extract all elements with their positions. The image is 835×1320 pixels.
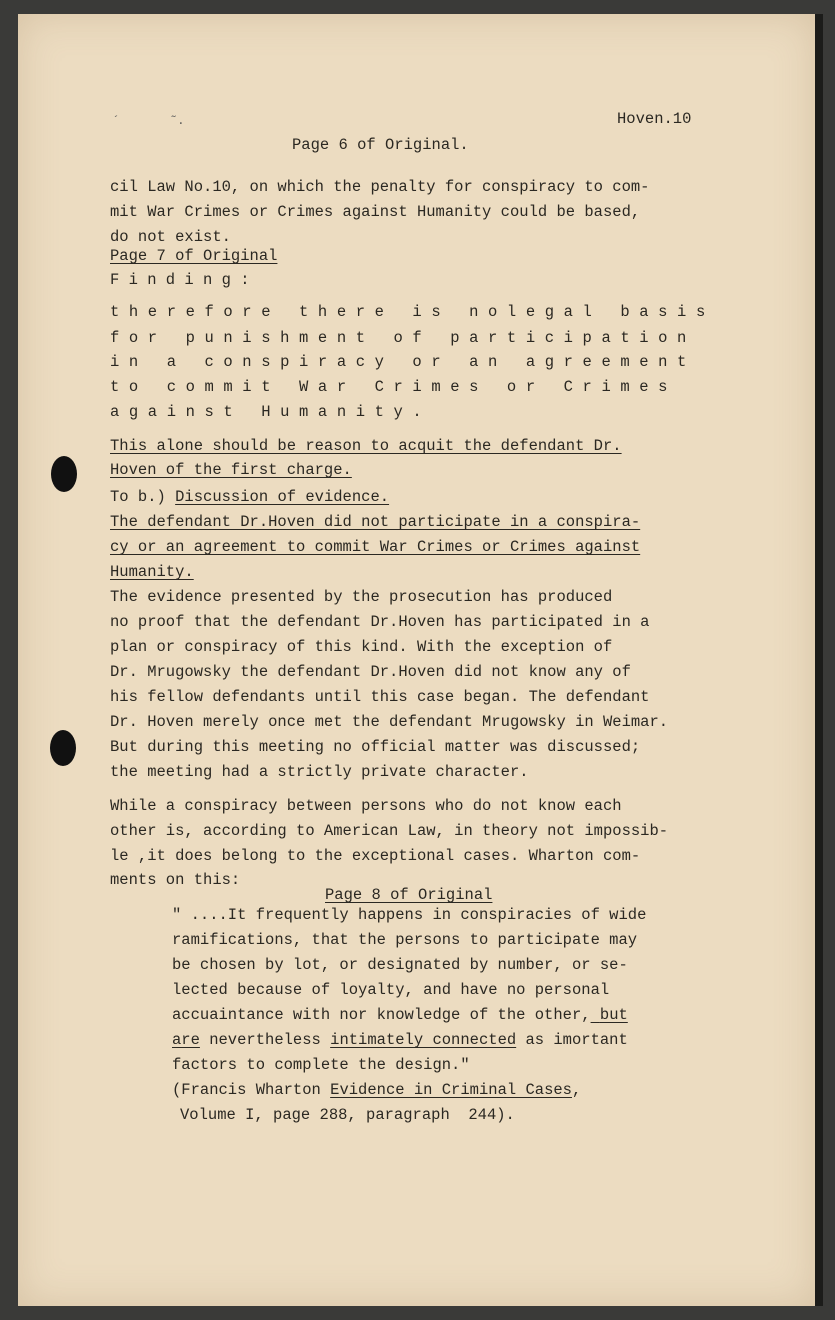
quote-underlined-phrase: intimately connected	[330, 1031, 517, 1049]
text-line: ments on this:	[110, 871, 241, 889]
quote-underlined	[591, 1006, 628, 1024]
acquit-line: This alone should be reason to acquit the defendant Dr.	[110, 437, 622, 455]
text-line: While a conspiracy between persons who do not know each	[110, 797, 622, 815]
citation-title: Evidence in Criminal Cases	[330, 1081, 572, 1099]
quote-text: nevertheless	[199, 1031, 331, 1049]
finding-line: against Humanity.	[110, 403, 432, 421]
quote-line: " ....It frequently happens in conspiracies of wide	[172, 906, 647, 924]
text-line: plan or conspiracy of this kind. With the exception of	[110, 638, 613, 656]
page8-heading: Page 8 of Original	[325, 886, 493, 904]
finding-line: therefore there is nolegal basis	[110, 303, 715, 321]
section-b-line	[110, 488, 389, 506]
citation-line: Volume I, page 288, paragraph 244).	[180, 1106, 515, 1124]
finding-label: F i n d i n g :	[110, 271, 250, 289]
citation-close: ,	[571, 1081, 582, 1099]
section-prefix: To b.)	[110, 488, 166, 506]
page7-heading: Page 7 of Original	[110, 247, 278, 265]
text-line: le ,it does belong to the exceptional cases. Wharton com-	[110, 847, 641, 865]
quote-underlined-word: are	[172, 1031, 200, 1049]
finding-line: for punishment of participation	[110, 329, 696, 347]
thesis-line: The defendant Dr.Hoven did not participate in a conspira-	[110, 513, 641, 531]
text-line: mit War Crimes or Crimes against Humanity could be based,	[110, 203, 641, 221]
quote-line: lected because of loyalty, and have no personal	[172, 981, 610, 999]
page-edge	[815, 14, 823, 1306]
citation-open: (Francis Wharton	[172, 1081, 331, 1099]
text-line: But during this meeting no official matter was discussed;	[110, 738, 641, 756]
thesis-line: Humanity.	[110, 563, 194, 581]
header-marks: ´ ˜.	[110, 114, 185, 128]
quote-line	[172, 1006, 628, 1024]
text-line: The evidence presented by the prosecution has produced	[110, 588, 613, 606]
text-line: cil Law No.10, on which the penalty for conspiracy to com-	[110, 178, 650, 196]
quote-line: ramifications, that the persons to participate may	[172, 931, 638, 949]
quote-underlined-word: but	[599, 1006, 628, 1024]
finding-line: in a conspiracy or an agreement	[110, 353, 696, 371]
page-reference: Page 6 of Original.	[292, 136, 469, 154]
quote-line	[172, 1031, 628, 1049]
quote-line: factors to complete the design."	[172, 1056, 470, 1074]
citation-line	[172, 1081, 581, 1099]
text-line: do not exist.	[110, 228, 231, 246]
text-line: no proof that the defendant Dr.Hoven has participated in a	[110, 613, 650, 631]
text-line: his fellow defendants until this case began. The defendant	[110, 688, 650, 706]
punch-hole	[50, 730, 76, 766]
quote-text: accuaintance with nor knowledge of the other,	[172, 1006, 591, 1024]
text-line: Dr. Mrugowsky the defendant Dr.Hoven did not know any of	[110, 663, 631, 681]
acquit-line: Hoven of the first charge.	[110, 461, 352, 479]
section-heading: Discussion of evidence.	[175, 488, 390, 506]
thesis-line: cy or an agreement to commit War Crimes or Crimes against	[110, 538, 641, 556]
quote-text: as imortant	[516, 1031, 628, 1049]
quote-line: be chosen by lot, or designated by number, or se-	[172, 956, 628, 974]
text-line: Dr. Hoven merely once met the defendant Mrugowsky in Weimar.	[110, 713, 669, 731]
text-line: other is, according to American Law, in theory not impossib-	[110, 822, 669, 840]
document-id: Hoven.10	[617, 110, 692, 128]
punch-hole	[51, 456, 77, 492]
text-line: the meeting had a strictly private character.	[110, 763, 529, 781]
finding-line: to commit War Crimes or Crimes	[110, 378, 678, 396]
